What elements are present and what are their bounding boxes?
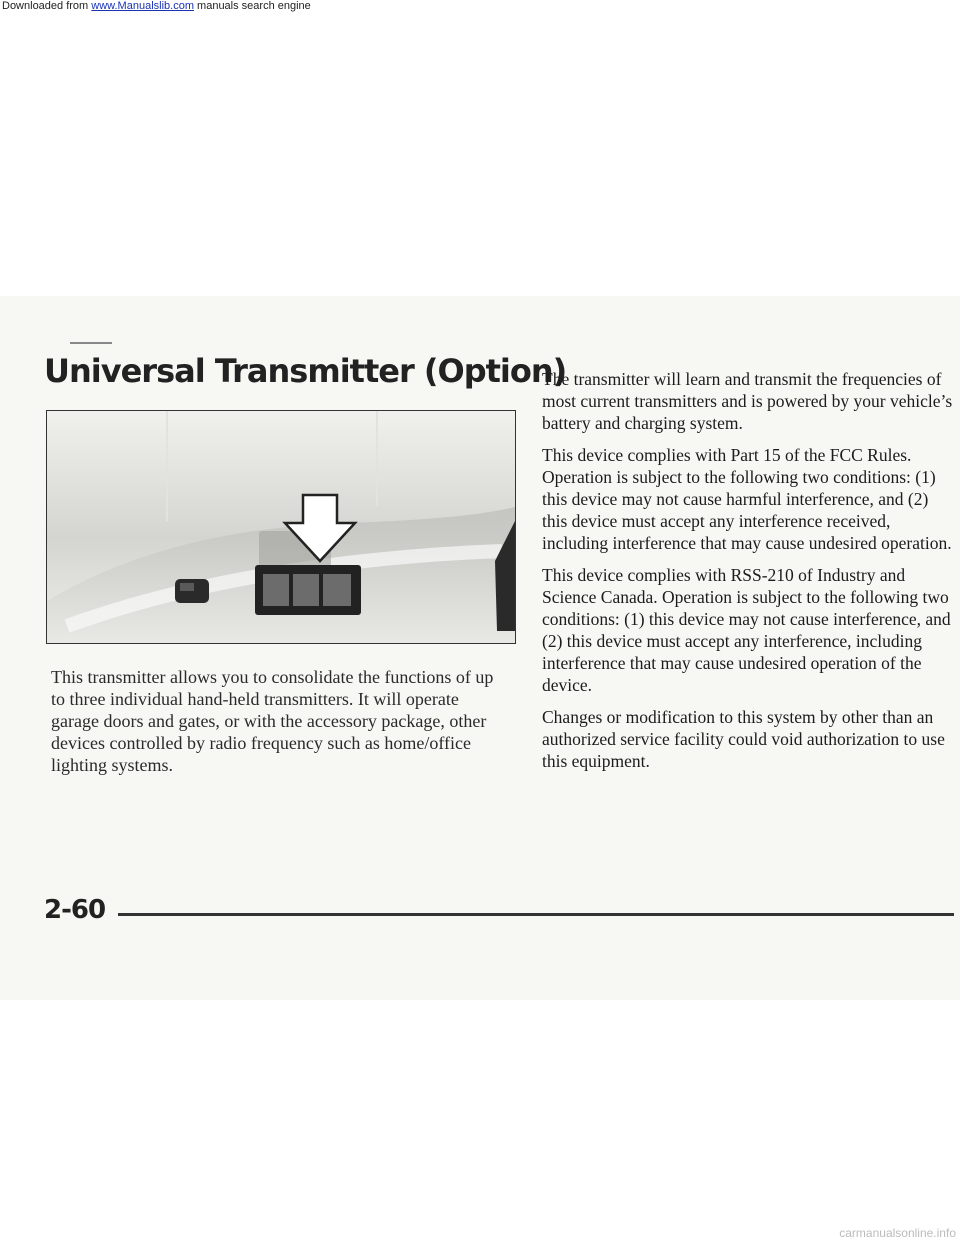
canada-paragraph: This device complies with RSS-210 of Industry and Science Canada. Operation is subject to the following two conditions: (1) this device may not cause interference, and (2) this device must accept any interference, including interference that may cause undesired operation of the device. <box>542 565 951 695</box>
transmitter-photo <box>46 410 516 644</box>
fcc-paragraph: This device complies with Part 15 of the FCC Rules. Operation is subject to the following two conditions: (1) this device may not cause harmful interference, and (2) this device must accept any interference received, including interference that may cause undesired operation. <box>542 445 952 553</box>
right-column <box>542 368 954 782</box>
section-title: Universal Transmitter (Option) <box>44 352 567 390</box>
footer-rule <box>118 913 954 916</box>
watermark-text: carmanualsonline.info <box>839 1226 956 1240</box>
watermark <box>0 1226 960 1242</box>
page-number: 2-60 <box>44 895 106 925</box>
download-banner: Downloaded from www.Manualslib.com manuals search engine <box>0 0 960 14</box>
intro-paragraph: This transmitter allows you to consolidate the functions of up to three individual hand-held transmitters. It will operate garage doors and gates, or with the accessory package, other devices controlled by radio frequency such as home/office lighting systems. <box>51 667 494 775</box>
manualslib-link[interactable]: www.Manualslib.com <box>91 0 194 12</box>
header-dash <box>70 342 112 344</box>
changes-paragraph: Changes or modification to this system by other than an authorized service facility could void authorization to use this equipment. <box>542 707 945 771</box>
learning-paragraph: The transmitter will learn and transmit the frequencies of most current transmitters and is powered by your vehicle’s battery and charging system. <box>542 369 953 433</box>
